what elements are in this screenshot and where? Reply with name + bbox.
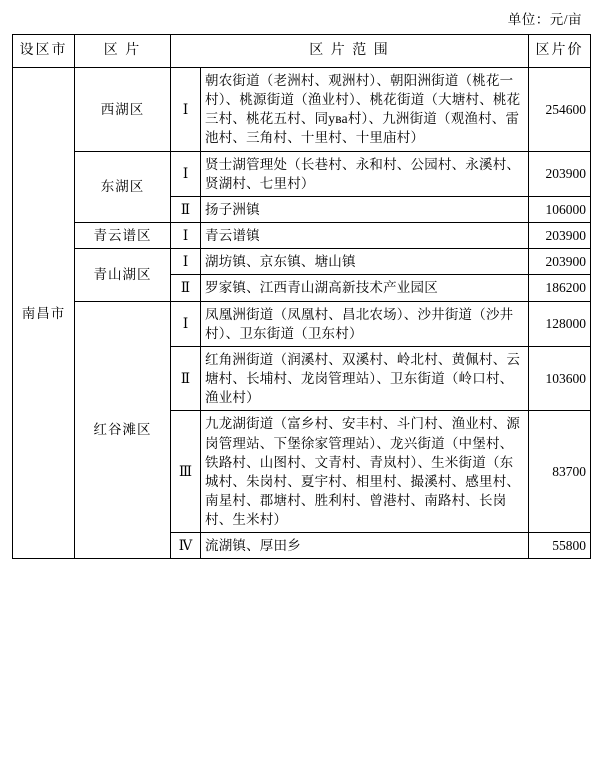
cell-level: Ⅰ xyxy=(171,68,201,152)
cell-scope: 朝农街道（老洲村、观洲村）、朝阳洲街道（桃花一村）、桃源街道（渔业村）、桃花街道（大塘村、桃花三村、桃花五村、同ува村）、九洲街道（观渔村、雷池村、三角村、十里村、十里庙村） xyxy=(201,68,529,152)
cell-level: Ⅲ xyxy=(171,411,201,533)
cell-price: 55800 xyxy=(529,533,591,559)
cell-scope: 九龙湖街道（富乡村、安丰村、斗门村、渔业村、源岗管理站、下堡徐家管理站）、龙兴街道（中堡村、铁路村、山图村、文青村、青岚村）、生米街道（东城村、朱岗村、夏宇村、相里村、撮溪村、感里村、南星村、郡塘村、胜利村、曾港村、南路村、长岗村、生米村） xyxy=(201,411,529,533)
cell-level: Ⅰ xyxy=(171,223,201,249)
table-row xyxy=(13,301,591,346)
cell-area: 东湖区 xyxy=(75,151,171,222)
cell-price: 106000 xyxy=(529,196,591,222)
cell-level: Ⅱ xyxy=(171,196,201,222)
cell-scope: 湖坊镇、京东镇、塘山镇 xyxy=(201,249,529,275)
cell-price: 203900 xyxy=(529,151,591,196)
cell-level: Ⅰ xyxy=(171,151,201,196)
cell-level: Ⅱ xyxy=(171,275,201,301)
cell-price: 83700 xyxy=(529,411,591,533)
cell-scope: 贤士湖管理处（长巷村、永和村、公园村、永溪村、贤湖村、七里村） xyxy=(201,151,529,196)
cell-level: Ⅰ xyxy=(171,301,201,346)
table-row xyxy=(13,223,591,249)
column-header-price: 区片价 xyxy=(529,35,591,68)
table-row xyxy=(13,151,591,196)
cell-city: 南昌市 xyxy=(13,68,75,559)
column-header-city: 设区市 xyxy=(13,35,75,68)
column-header-scope: 区 片 范 围 xyxy=(171,35,529,68)
cell-scope: 扬子洲镇 xyxy=(201,196,529,222)
cell-area: 西湖区 xyxy=(75,68,171,152)
table-body xyxy=(13,68,591,559)
cell-area: 红谷滩区 xyxy=(75,301,171,559)
cell-scope: 罗家镇、江西青山湖高新技术产业园区 xyxy=(201,275,529,301)
cell-price: 203900 xyxy=(529,223,591,249)
cell-price: 103600 xyxy=(529,346,591,410)
cell-price: 203900 xyxy=(529,249,591,275)
cell-scope: 红角洲街道（润溪村、双溪村、岭北村、黄佩村、云塘村、长埔村、龙岗管理站）、卫东街道（岭口村、渔业村） xyxy=(201,346,529,410)
table-header xyxy=(13,35,591,68)
table-row xyxy=(13,68,591,152)
cell-area: 青山湖区 xyxy=(75,249,171,301)
cell-area: 青云谱区 xyxy=(75,223,171,249)
cell-scope: 青云谱镇 xyxy=(201,223,529,249)
cell-level: Ⅳ xyxy=(171,533,201,559)
unit-note: 单位：元/亩 xyxy=(507,12,582,27)
column-header-area: 区 片 xyxy=(75,35,171,68)
table-header-row xyxy=(13,35,591,68)
cell-level: Ⅰ xyxy=(171,249,201,275)
cell-price: 128000 xyxy=(529,301,591,346)
land-price-table xyxy=(12,34,591,559)
cell-level: Ⅱ xyxy=(171,346,201,410)
cell-scope: 凤凰洲街道（凤凰村、昌北农场）、沙井街道（沙井村）、卫东街道（卫东村） xyxy=(201,301,529,346)
cell-price: 186200 xyxy=(529,275,591,301)
table-row xyxy=(13,249,591,275)
cell-scope: 流湖镇、厚田乡 xyxy=(201,533,529,559)
cell-price: 254600 xyxy=(529,68,591,152)
